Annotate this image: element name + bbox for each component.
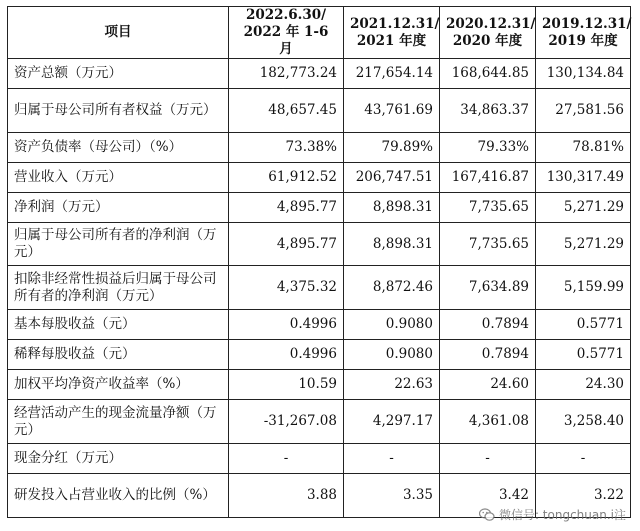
row-label: 现金分红（万元） — [8, 444, 229, 474]
row-value: 0.5771 — [536, 340, 631, 370]
row-value: 206,747.51 — [344, 163, 440, 193]
row-value: 168,644.85 — [440, 59, 536, 89]
row-value: - — [536, 444, 631, 474]
header-period-date: 2021.12.31/ — [350, 15, 440, 32]
row-value: 27,581.56 — [536, 89, 631, 133]
table-row — [8, 266, 631, 310]
row-value: 79.33% — [440, 133, 536, 163]
row-value: 167,416.87 — [440, 163, 536, 193]
row-value: 0.4996 — [229, 310, 344, 340]
row-value: 8,872.46 — [344, 266, 440, 310]
header-period-label: 2022 年 1-6 月 — [243, 24, 329, 57]
row-value: 0.7894 — [440, 340, 536, 370]
row-value: 73.38% — [229, 133, 344, 163]
row-value: 0.9080 — [344, 310, 440, 340]
row-value: 48,657.45 — [229, 89, 344, 133]
row-value: 4,361.08 — [440, 400, 536, 444]
row-value: 10.59 — [229, 370, 344, 400]
row-value: 0.9080 — [344, 340, 440, 370]
row-value: 3.35 — [344, 474, 440, 518]
row-value: 0.4996 — [229, 340, 344, 370]
row-label: 基本每股收益（元） — [8, 310, 229, 340]
header-period-2022h1 — [229, 7, 344, 59]
row-value: 5,159.99 — [536, 266, 631, 310]
row-value: 61,912.52 — [229, 163, 344, 193]
header-period-label: 2020 年度 — [452, 32, 523, 49]
wechat-icon — [479, 508, 495, 522]
header-period-2021 — [344, 7, 440, 59]
row-value: 78.81% — [536, 133, 631, 163]
row-label: 归属于母公司所有者的净利润（万元） — [8, 223, 229, 266]
row-value: 24.60 — [440, 370, 536, 400]
row-value: 3.88 — [229, 474, 344, 518]
header-item: 项目 — [8, 7, 229, 59]
table-row — [8, 59, 631, 89]
row-value: 4,375.32 — [229, 266, 344, 310]
row-value: 130,317.49 — [536, 163, 631, 193]
row-label: 净利润（万元） — [8, 193, 229, 223]
table-row — [8, 310, 631, 340]
row-value: 7,735.65 — [440, 223, 536, 266]
row-value: 3.42 — [440, 474, 536, 518]
row-value: 0.5771 — [536, 310, 631, 340]
table-row — [8, 223, 631, 266]
row-value: 3.22 — [536, 474, 631, 518]
table-row — [8, 444, 631, 474]
financial-summary-table — [7, 6, 631, 518]
row-value: 5,271.29 — [536, 223, 631, 266]
header-period-2020 — [440, 7, 536, 59]
row-value: 79.89% — [344, 133, 440, 163]
row-label: 研发投入占营业收入的比例（%） — [8, 474, 229, 518]
row-value: - — [440, 444, 536, 474]
row-value: - — [344, 444, 440, 474]
row-value: 4,895.77 — [229, 223, 344, 266]
row-value: 8,898.31 — [344, 193, 440, 223]
table-header-row — [8, 7, 631, 59]
table-row — [8, 89, 631, 133]
watermark-text: 微信号: tongchuan.i注 — [498, 508, 626, 522]
table-row — [8, 133, 631, 163]
row-value: 130,134.84 — [536, 59, 631, 89]
row-value: - — [229, 444, 344, 474]
row-label: 归属于母公司所有者权益（万元） — [8, 89, 229, 133]
row-label: 扣除非经常性损益后归属于母公司所有者的净利润（万元） — [8, 266, 229, 310]
table-row — [8, 193, 631, 223]
row-value: -31,267.08 — [229, 400, 344, 444]
row-value: 4,297.17 — [344, 400, 440, 444]
header-period-date: 2020.12.31/ — [446, 15, 536, 32]
row-value: 7,634.89 — [440, 266, 536, 310]
table-row — [8, 340, 631, 370]
row-value: 24.30 — [536, 370, 631, 400]
table-row — [8, 163, 631, 193]
row-value: 43,761.69 — [344, 89, 440, 133]
row-label: 营业收入（万元） — [8, 163, 229, 193]
row-value: 7,735.65 — [440, 193, 536, 223]
header-period-2019 — [536, 7, 631, 59]
row-value: 5,271.29 — [536, 193, 631, 223]
wechat-watermark — [479, 506, 626, 523]
row-label: 资产总额（万元） — [8, 59, 229, 89]
row-label: 经营活动产生的现金流量净额（万元） — [8, 400, 229, 444]
row-value: 182,773.24 — [229, 59, 344, 89]
header-period-label: 2021 年度 — [356, 32, 427, 49]
table-row — [8, 370, 631, 400]
header-period-date: 2022.6.30/ — [245, 7, 327, 23]
table-row — [8, 400, 631, 444]
row-value: 217,654.14 — [344, 59, 440, 89]
row-value: 0.7894 — [440, 310, 536, 340]
header-period-label: 2019 年度 — [548, 32, 618, 49]
row-value: 3,258.40 — [536, 400, 631, 444]
header-period-date: 2019.12.31/ — [542, 15, 632, 32]
row-label: 资产负债率（母公司）（%） — [8, 133, 229, 163]
row-value: 8,898.31 — [344, 223, 440, 266]
row-label: 稀释每股收益（元） — [8, 340, 229, 370]
row-value: 34,863.37 — [440, 89, 536, 133]
row-value: 4,895.77 — [229, 193, 344, 223]
row-value: 22.63 — [344, 370, 440, 400]
row-label: 加权平均净资产收益率（%） — [8, 370, 229, 400]
